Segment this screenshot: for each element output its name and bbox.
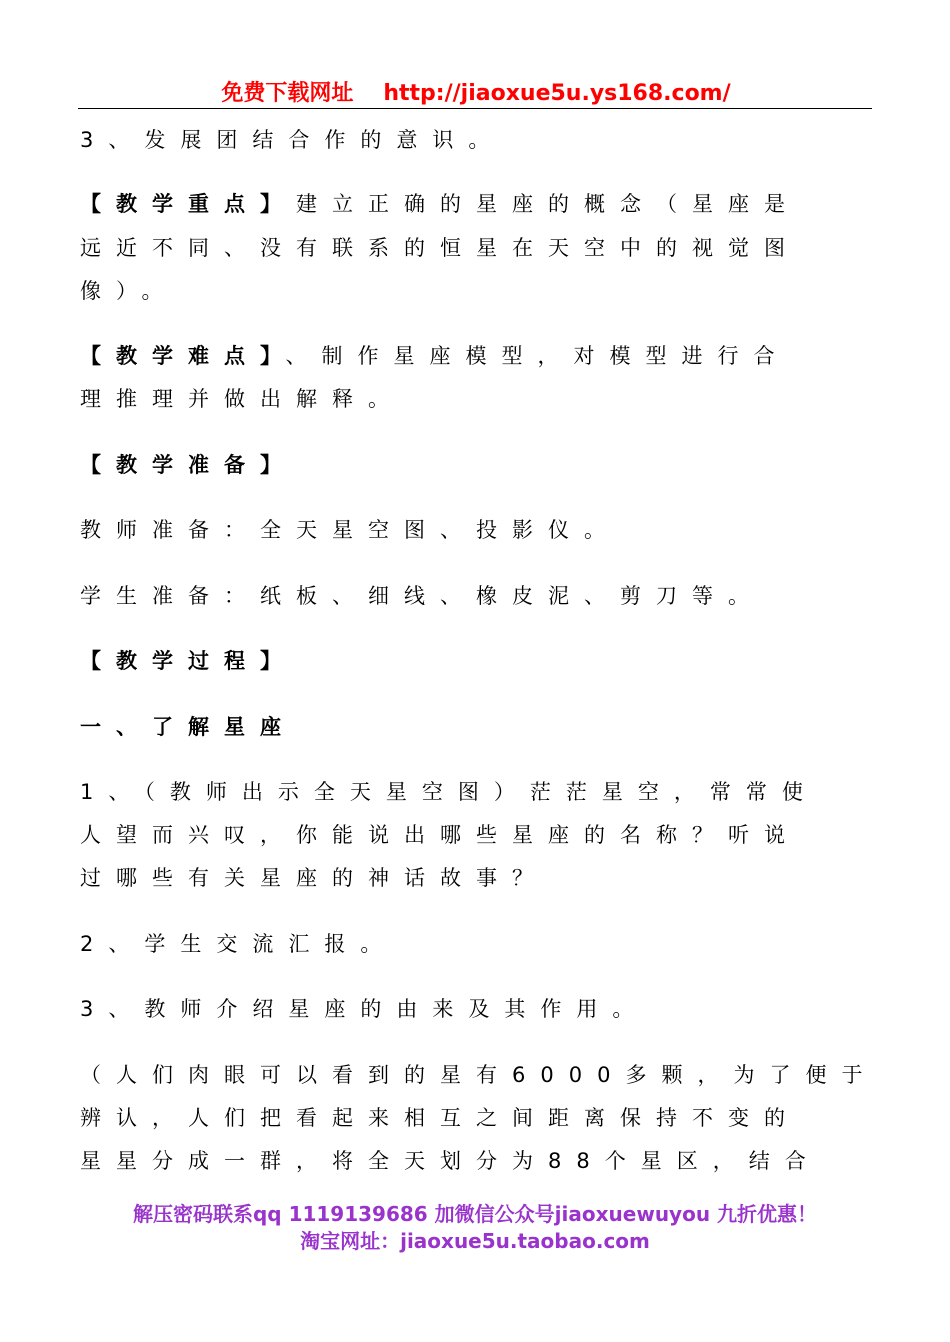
text-line: 1、（教师出示全天星空图）茫茫星空，常常使 [80,780,818,804]
text-line: 过哪些有关星座的神话故事？ [80,866,548,890]
text-line: 辨认，人们把看起来相互之间距离保持不变的 [80,1106,800,1130]
text-line: 3、教师介绍星座的由来及其作用。 [80,997,649,1021]
footer-contact-line: 解压密码联系qq 1119139686 加微信公众号jiaoxuewuyou 九折优惠！ [132,1202,818,1226]
text-line: 远近不同、没有联系的恒星在天空中的视觉图 [80,236,800,260]
text-line: 像）。 [80,279,178,303]
text-line: （人们肉眼可以看到的星有6000多颗，为了便于 [80,1063,878,1087]
text-line: 教师准备：全天星空图、投影仪。 [80,518,620,542]
text-line: 理推理并做出解释。 [80,387,404,411]
download-header [80,76,872,110]
text-line: 人望而兴叹，你能说出哪些星座的名称？听说 [80,823,800,847]
header-url-link[interactable]: http://jiaoxue5u.ys168.com/ [383,81,731,106]
header-divider [78,108,872,109]
header-site-label: 免费下载网址 [221,81,354,106]
teaching-process-heading: 【教学过程】 [80,649,296,673]
text-line: 2、学生交流汇报。 [80,932,397,956]
teaching-focus-line: 【教学重点】建立正确的星座的概念（星座是 [80,192,800,216]
teaching-preparation-heading: 【教学准备】 [80,453,296,477]
text-line: 3、发展团结合作的意识。 [80,128,505,152]
teaching-difficulty-line: 【教学难点】、制作星座模型，对模型进行合 [80,344,790,368]
text-line: 星星分成一群，将全天划分为88个星区，结合 [80,1149,821,1173]
section-heading: 一、了解星座 [80,715,296,739]
footer-shop-link[interactable]: 淘宝网址：jiaoxue5u.taobao.com [300,1229,650,1253]
text-line: 学生准备：纸板、细线、橡皮泥、剪刀等。 [80,584,764,608]
